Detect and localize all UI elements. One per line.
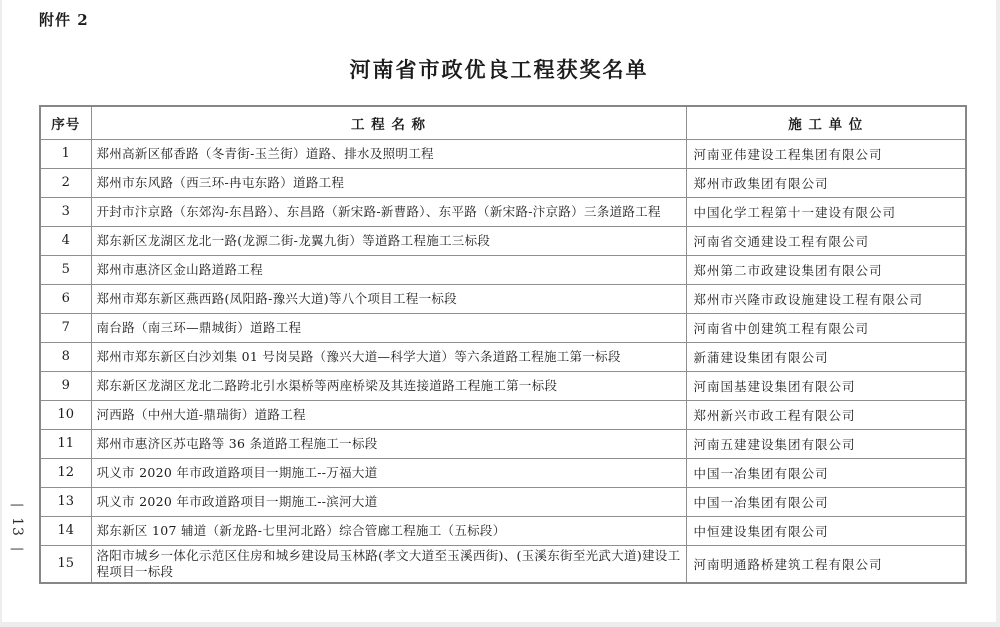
cell-project: 郑州高新区郁香路（冬青街-玉兰街）道路、排水及照明工程 xyxy=(91,139,686,168)
cell-company: 中国化学工程第十一建设有限公司 xyxy=(686,197,966,226)
cell-project: 巩义市 2020 年市政道路项目一期施工--万福大道 xyxy=(91,458,686,487)
table-body xyxy=(40,139,966,583)
cell-project: 洛阳市城乡一体化示范区住房和城乡建设局玉林路(孝文大道至玉溪西街)、(玉溪东街至光武大道)建设工程项目一标段 xyxy=(91,545,686,583)
page-number-value: 13 xyxy=(8,517,25,537)
cell-index: 4 xyxy=(40,226,91,255)
cell-index: 10 xyxy=(40,400,91,429)
attachment-label: 附件 2 xyxy=(39,11,89,29)
page-title: 河南省市政优良工程获奖名单 xyxy=(349,57,649,82)
cell-index: 12 xyxy=(40,458,91,487)
cell-project: 郑州市郑东新区白沙刘集 01 号岗吴路（豫兴大道—科学大道）等六条道路工程施工第一标段 xyxy=(91,342,686,371)
cell-index: 14 xyxy=(40,516,91,545)
cell-project: 开封市汴京路（东郊沟-东昌路）、东昌路（新宋路-新曹路）、东平路（新宋路-汴京路）三条道路工程 xyxy=(91,197,686,226)
cell-project: 河西路（中州大道-鼎瑞街）道路工程 xyxy=(91,400,686,429)
cell-company: 河南明通路桥建筑工程有限公司 xyxy=(686,545,966,583)
table-row xyxy=(40,255,966,284)
cell-company: 中国一冶集团有限公司 xyxy=(686,458,966,487)
table-row xyxy=(40,284,966,313)
cell-project: 郑州市郑东新区燕西路(凤阳路-豫兴大道)等八个项目工程一标段 xyxy=(91,284,686,313)
cell-index: 7 xyxy=(40,313,91,342)
cell-project: 郑州市惠济区苏屯路等 36 条道路工程施工一标段 xyxy=(91,429,686,458)
table-row xyxy=(40,197,966,226)
table-row xyxy=(40,342,966,371)
awards-table xyxy=(39,105,967,584)
cell-company: 中恒建设集团有限公司 xyxy=(686,516,966,545)
cell-project: 南台路（南三环—鼎城街）道路工程 xyxy=(91,313,686,342)
cell-company: 河南国基建设集团有限公司 xyxy=(686,371,966,400)
cell-project: 郑东新区 107 辅道（新龙路-七里河北路）综合管廊工程施工（五标段） xyxy=(91,516,686,545)
table-row xyxy=(40,429,966,458)
cell-project: 郑州市东风路（西三环-冉屯东路）道路工程 xyxy=(91,168,686,197)
cell-company: 郑州第二市政建设集团有限公司 xyxy=(686,255,966,284)
cell-company: 河南省交通建设工程有限公司 xyxy=(686,226,966,255)
cell-index: 13 xyxy=(40,487,91,516)
cell-company: 郑州新兴市政工程有限公司 xyxy=(686,400,966,429)
cell-company: 新蒲建设集团有限公司 xyxy=(686,342,966,371)
cell-project: 巩义市 2020 年市政道路项目一期施工--滨河大道 xyxy=(91,487,686,516)
document-page xyxy=(2,0,996,622)
table-row xyxy=(40,313,966,342)
table-header-project: 工 程 名 称 xyxy=(91,106,686,139)
cell-index: 6 xyxy=(40,284,91,313)
cell-index: 3 xyxy=(40,197,91,226)
cell-index: 15 xyxy=(40,545,91,583)
cell-company: 郑州市政集团有限公司 xyxy=(686,168,966,197)
table-row xyxy=(40,400,966,429)
table-row xyxy=(40,458,966,487)
cell-index: 9 xyxy=(40,371,91,400)
page-number-dash-bottom: — xyxy=(10,541,24,557)
table-header-index: 序号 xyxy=(40,106,91,139)
cell-index: 8 xyxy=(40,342,91,371)
page-number-dash-top: — xyxy=(10,497,24,513)
cell-company: 中国一冶集团有限公司 xyxy=(686,487,966,516)
table-row xyxy=(40,371,966,400)
cell-project: 郑东新区龙湖区龙北二路跨北引水渠桥等两座桥梁及其连接道路工程施工第一标段 xyxy=(91,371,686,400)
cell-index: 2 xyxy=(40,168,91,197)
table-row xyxy=(40,168,966,197)
table-header-company: 施 工 单 位 xyxy=(686,106,966,139)
table-row xyxy=(40,516,966,545)
cell-project: 郑州市惠济区金山路道路工程 xyxy=(91,255,686,284)
table-row xyxy=(40,487,966,516)
table-row xyxy=(40,226,966,255)
table-row xyxy=(40,139,966,168)
cell-project: 郑东新区龙湖区龙北一路(龙源二街-龙翼九街）等道路工程施工三标段 xyxy=(91,226,686,255)
table-header-row xyxy=(40,106,966,139)
cell-company: 郑州市兴隆市政设施建设工程有限公司 xyxy=(686,284,966,313)
page-number xyxy=(3,472,31,582)
cell-company: 河南五建建设集团有限公司 xyxy=(686,429,966,458)
cell-company: 河南省中创建筑工程有限公司 xyxy=(686,313,966,342)
cell-company: 河南亚伟建设工程集团有限公司 xyxy=(686,139,966,168)
cell-index: 5 xyxy=(40,255,91,284)
cell-index: 11 xyxy=(40,429,91,458)
cell-index: 1 xyxy=(40,139,91,168)
table-row xyxy=(40,545,966,583)
